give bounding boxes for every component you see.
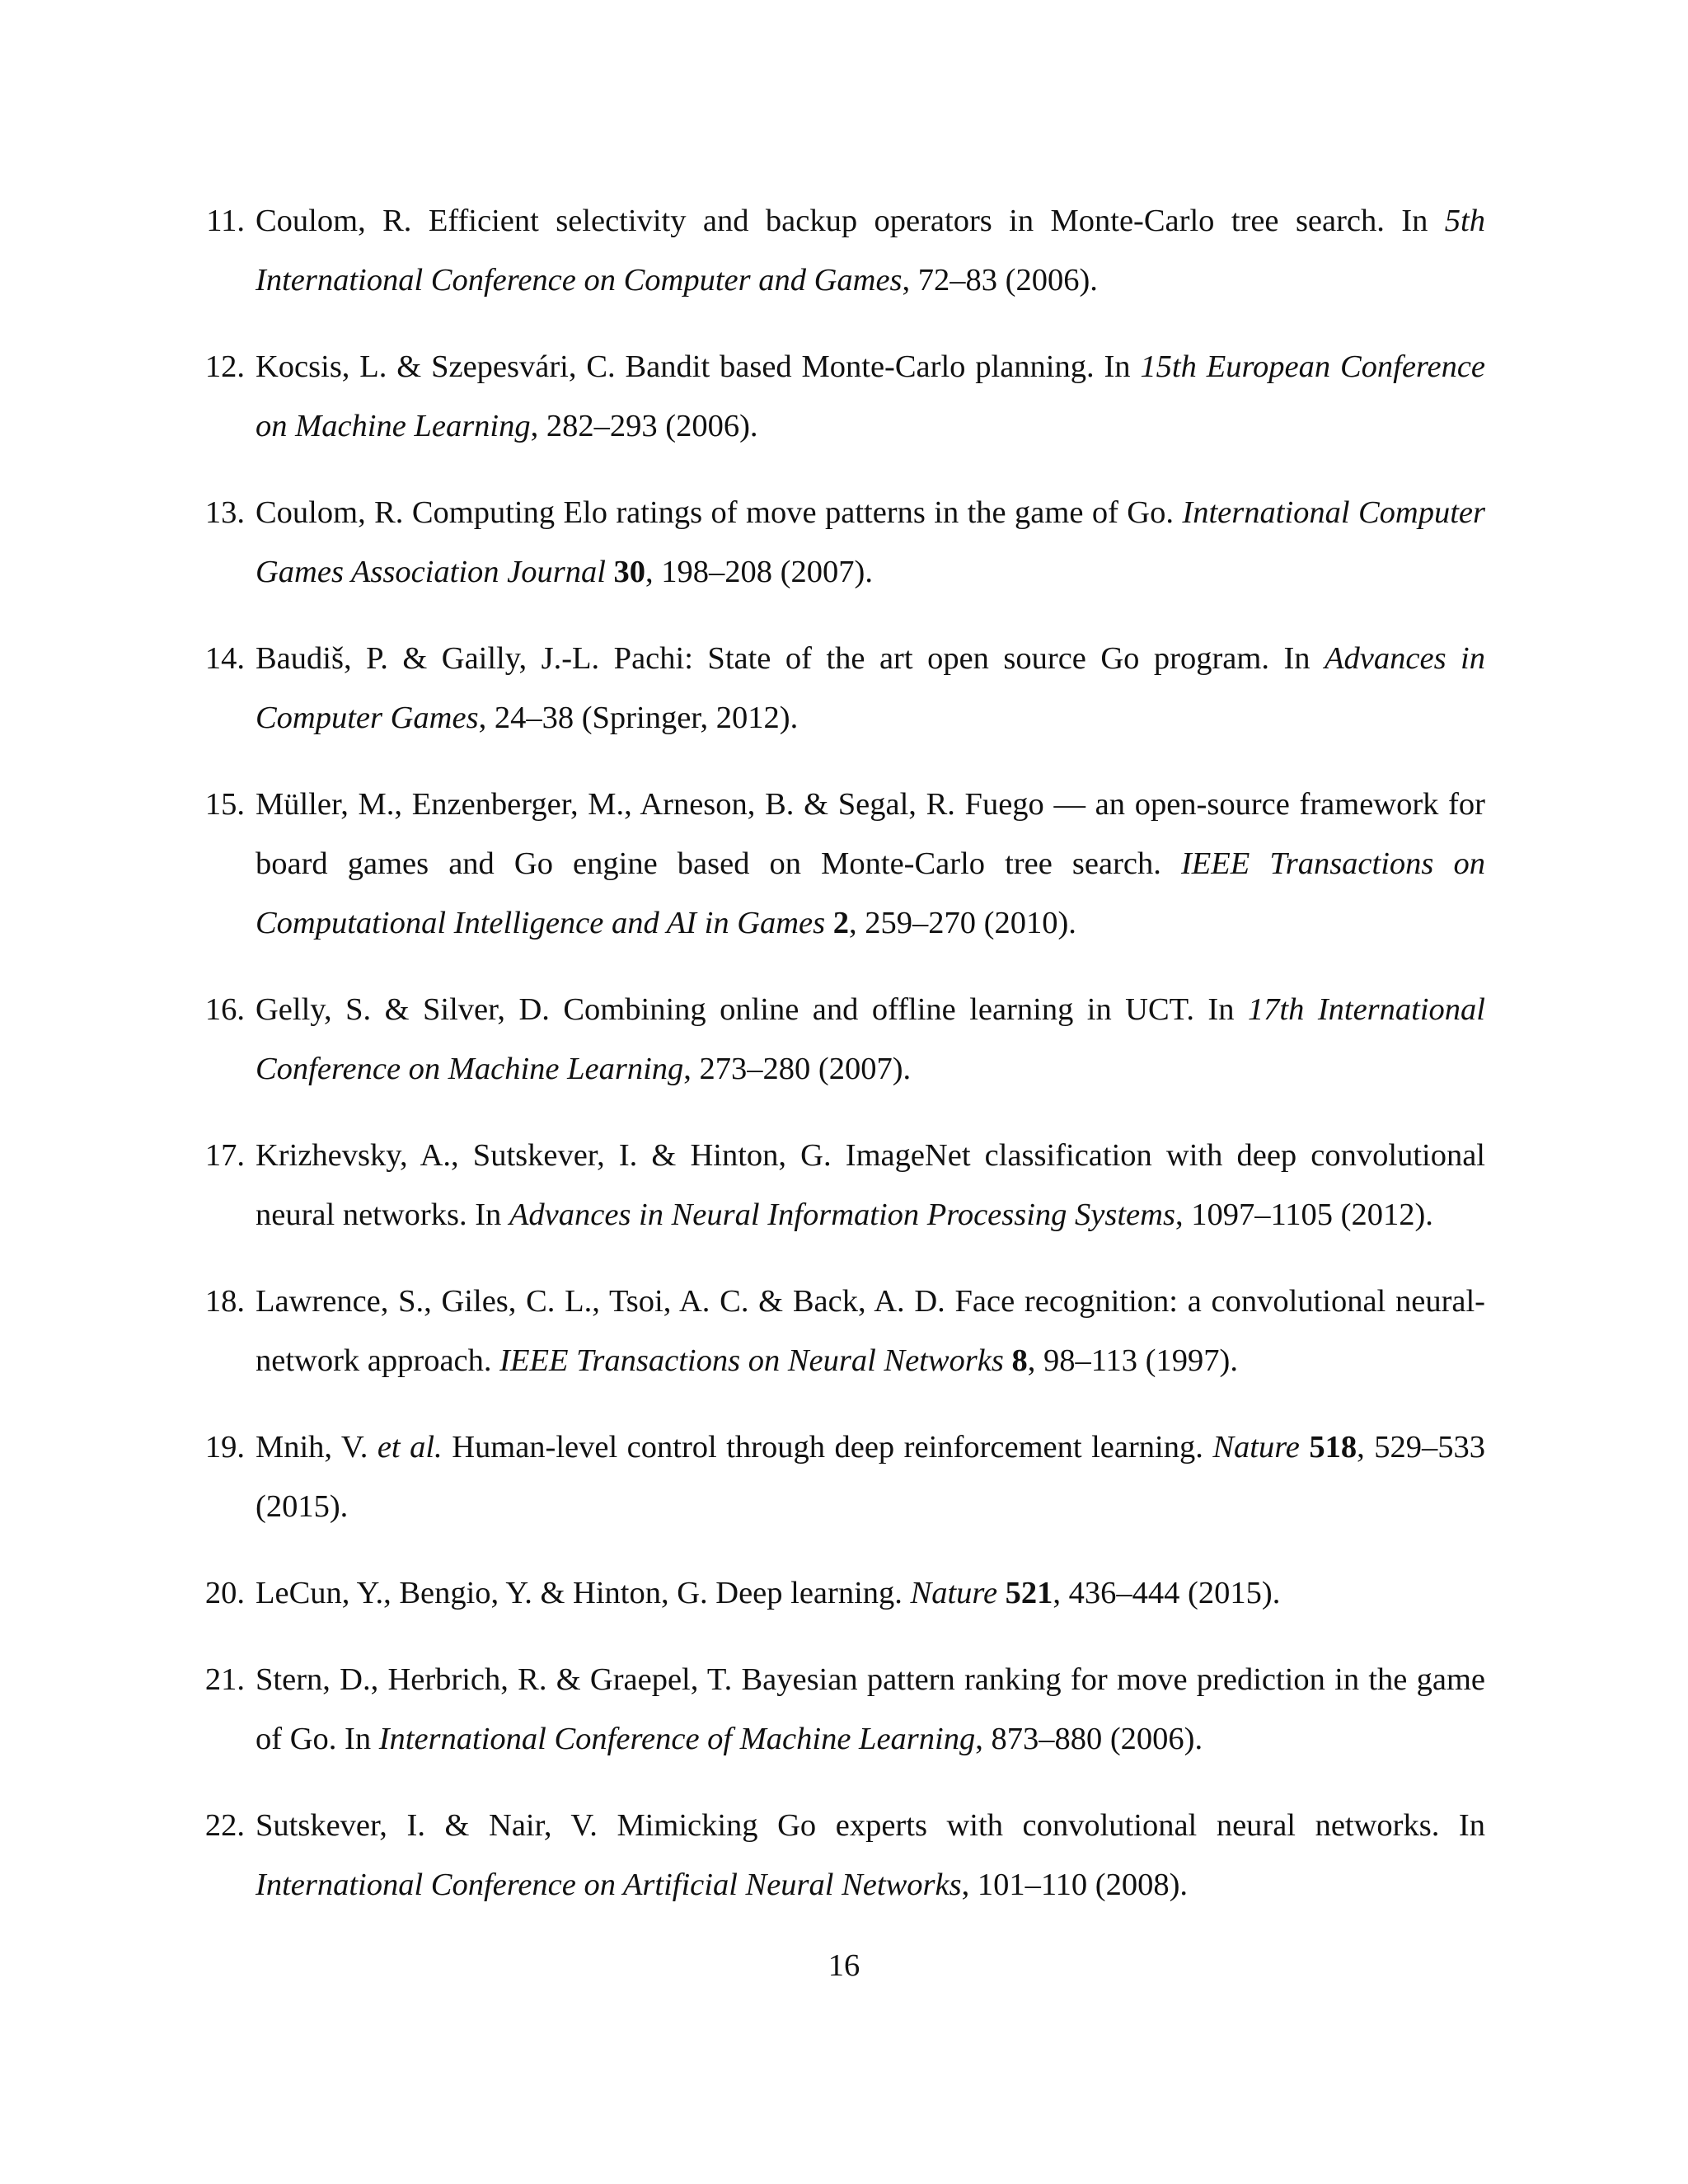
reference-number: 19. bbox=[204, 1430, 245, 1465]
reference-text-segment bbox=[825, 906, 833, 940]
reference-text-segment bbox=[1300, 1430, 1310, 1465]
reference-italic-text: International Conference on Artificial Neural Networks bbox=[256, 1868, 962, 1902]
reference-text-segment: Sutskever, I. & Nair, V. Mimicking Go experts with convolutional neural networks. In bbox=[256, 1808, 1485, 1843]
reference-text-segment: , 24–38 (Springer, 2012). bbox=[478, 701, 799, 735]
reference-text-segment: Human-level control through deep reinforcement learning. bbox=[442, 1430, 1213, 1465]
reference-text bbox=[256, 787, 1485, 940]
reference-number: 12. bbox=[204, 349, 245, 384]
reference-text-segment: Gelly, S. & Silver, D. Combining online and offline learning in UCT. In bbox=[256, 992, 1248, 1027]
reference-text-segment: , 529–533 (2015). bbox=[256, 1430, 1485, 1524]
reference-italic-text: Nature bbox=[1212, 1430, 1300, 1465]
reference-text-segment: , 873–880 (2006). bbox=[975, 1722, 1203, 1756]
reference-text-segment bbox=[997, 1576, 1006, 1610]
reference-text-segment: , 101–110 (2008). bbox=[961, 1868, 1189, 1902]
reference-text bbox=[256, 1284, 1485, 1378]
reference-italic-text: Nature bbox=[910, 1576, 998, 1610]
reference-number: 21. bbox=[204, 1662, 245, 1697]
reference-item bbox=[195, 483, 1485, 602]
reference-item bbox=[195, 191, 1485, 310]
reference-text-segment: , 98–113 (1997). bbox=[1027, 1343, 1238, 1378]
reference-volume: 2 bbox=[832, 906, 849, 940]
reference-number: 11. bbox=[206, 204, 245, 238]
reference-number: 22. bbox=[204, 1808, 245, 1843]
reference-italic-text: International Computer Games Association Journal bbox=[256, 495, 1485, 589]
reference-italic-text: 15th European Conference on Machine Learning bbox=[256, 349, 1485, 443]
reference-text bbox=[256, 641, 1485, 735]
reference-text bbox=[256, 1138, 1485, 1232]
page-number: 16 bbox=[828, 1948, 860, 1983]
reference-text-segment: Krizhevsky, A., Sutskever, I. & Hinton, G. ImageNet classification with deep convolutional neural networks. In bbox=[256, 1138, 1485, 1232]
reference-text bbox=[256, 1576, 1280, 1610]
reference-text-segment: , 1097–1105 (2012). bbox=[1175, 1197, 1433, 1232]
reference-item bbox=[195, 1272, 1485, 1390]
reference-italic-text: et al. bbox=[377, 1430, 443, 1465]
reference-italic-text: IEEE Transactions on Neural Networks bbox=[499, 1343, 1004, 1378]
reference-text-segment: Lawrence, S., Giles, C. L., Tsoi, A. C. & Back, A. D. Face recognition: a convolutional neural-network approach. bbox=[256, 1284, 1485, 1378]
reference-item bbox=[195, 1796, 1485, 1915]
reference-item bbox=[195, 775, 1485, 953]
reference-number: 18. bbox=[204, 1284, 245, 1319]
reference-text-segment: , 436–444 (2015). bbox=[1053, 1576, 1281, 1610]
reference-item bbox=[195, 1418, 1485, 1536]
reference-text-segment: Stern, D., Herbrich, R. & Graepel, T. Bayesian pattern ranking for move prediction in the game of Go. In bbox=[256, 1662, 1485, 1756]
reference-text-segment: , 259–270 (2010). bbox=[849, 906, 1076, 940]
reference-volume: 30 bbox=[613, 555, 646, 589]
reference-italic-text: Advances in Computer Games bbox=[256, 641, 1485, 735]
reference-text-segment: Coulom, R. Efficient selectivity and backup operators in Monte-Carlo tree search. In bbox=[256, 204, 1445, 238]
reference-text-segment: Mnih, V. bbox=[256, 1430, 377, 1465]
reference-text bbox=[256, 349, 1485, 443]
reference-text-segment bbox=[606, 555, 614, 589]
reference-number: 14. bbox=[204, 641, 245, 676]
reference-text-segment: Coulom, R. Computing Elo ratings of move patterns in the game of Go. bbox=[256, 495, 1183, 530]
reference-volume: 521 bbox=[1005, 1576, 1053, 1610]
reference-text bbox=[256, 992, 1485, 1086]
reference-text bbox=[256, 1808, 1485, 1902]
reference-text-segment: Baudiš, P. & Gailly, J.-L. Pachi: State of the art open source Go program. In bbox=[256, 641, 1325, 676]
reference-item bbox=[195, 629, 1485, 748]
reference-text-segment: , 282–293 (2006). bbox=[530, 409, 758, 443]
reference-item bbox=[195, 1563, 1485, 1623]
reference-italic-text: International Conference of Machine Learning bbox=[378, 1722, 976, 1756]
reference-italic-text: IEEE Transactions on Computational Intelligence and AI in Games bbox=[256, 846, 1485, 940]
reference-item bbox=[195, 980, 1485, 1099]
reference-number: 17. bbox=[204, 1138, 245, 1173]
reference-number: 15. bbox=[204, 787, 245, 822]
reference-text bbox=[256, 204, 1485, 298]
reference-text-segment: , 72–83 (2006). bbox=[902, 263, 1098, 298]
reference-number: 20. bbox=[204, 1576, 245, 1610]
reference-italic-text: 17th International Conference on Machine Learning bbox=[256, 992, 1485, 1086]
reference-item bbox=[195, 1126, 1485, 1244]
reference-number: 16. bbox=[204, 992, 245, 1027]
reference-text-segment: LeCun, Y., Bengio, Y. & Hinton, G. Deep learning. bbox=[256, 1576, 911, 1610]
reference-text bbox=[256, 1662, 1485, 1756]
reference-text-segment: Müller, M., Enzenberger, M., Arneson, B. & Segal, R. Fuego — an open-source framework for board games and Go engine based on Monte-Carlo tree search. bbox=[256, 787, 1485, 881]
reference-list bbox=[195, 191, 1485, 1942]
reference-text-segment: , 198–208 (2007). bbox=[645, 555, 873, 589]
reference-item bbox=[195, 1650, 1485, 1769]
reference-italic-text: Advances in Neural Information Processing Systems bbox=[509, 1197, 1175, 1232]
reference-item bbox=[195, 337, 1485, 456]
reference-number: 13. bbox=[204, 495, 245, 530]
reference-volume: 8 bbox=[1011, 1343, 1028, 1378]
reference-volume: 518 bbox=[1309, 1430, 1357, 1465]
reference-text bbox=[256, 495, 1485, 589]
reference-text bbox=[256, 1430, 1485, 1524]
reference-italic-text: 5th International Conference on Computer and Games bbox=[256, 204, 1485, 298]
reference-text-segment: Kocsis, L. & Szepesvári, C. Bandit based Monte-Carlo planning. In bbox=[256, 349, 1141, 384]
reference-text-segment: , 273–280 (2007). bbox=[683, 1052, 912, 1086]
